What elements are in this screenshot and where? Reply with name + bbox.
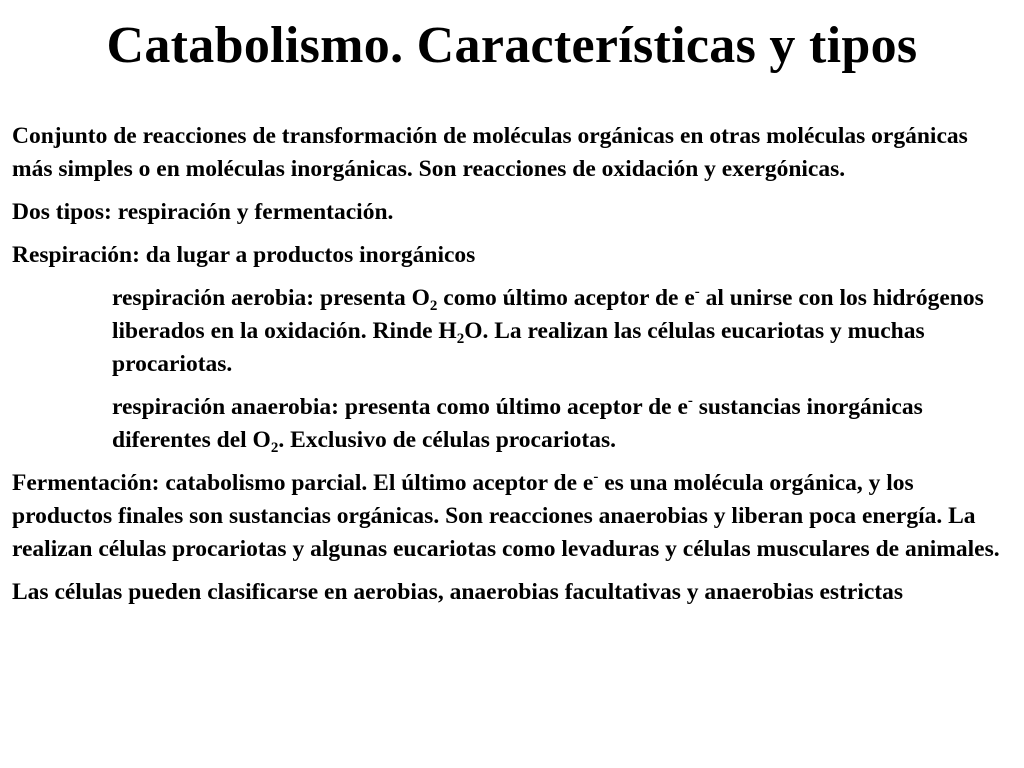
aerobic-subscript-h2: 2 — [456, 331, 465, 347]
aerobic-superscript-electron: - — [694, 284, 700, 300]
slide-title: Catabolismo. Características y tipos — [106, 17, 918, 74]
slide-body — [12, 120, 1012, 609]
anaerobic-text-2: sustancias inorgánicas diferentes del O — [112, 394, 923, 453]
fermentation-text-2: es una molécula orgánica, y los productos finales son sustancias orgánicas. Son reacciones anaerobias y liberan poca energía. La realizan células procariotas y algunas eucariotas como levaduras y células musculares de animales. — [12, 470, 1000, 562]
anaerobic-text-1: respiración anaerobia: presenta como último aceptor de e — [112, 394, 688, 420]
definition-paragraph: Conjunto de reacciones de transformación de moléculas orgánicas en otras moléculas orgánicas más simples o en moléculas inorgánicas. Son reacciones de oxidación y exergónicas. — [12, 123, 968, 182]
aerobic-text-2: como último aceptor de e — [437, 285, 695, 311]
respiration-paragraph: Respiración: da lugar a productos inorgánicos — [12, 242, 476, 268]
types-paragraph: Dos tipos: respiración y fermentación. — [12, 199, 394, 225]
fermentation-text-1: Fermentación: catabolismo parcial. El último aceptor de e — [12, 470, 594, 496]
aerobic-text-3: al unirse con los hidrógenos liberados en la oxidación. Rinde H — [112, 285, 984, 344]
fermentation-superscript-electron: - — [593, 469, 599, 485]
aerobic-subscript-o2: 2 — [429, 298, 438, 314]
aerobic-respiration-paragraph — [112, 282, 1012, 381]
anaerobic-subscript-o2: 2 — [270, 440, 279, 456]
anaerobic-superscript-electron: - — [687, 393, 693, 409]
anaerobic-respiration-paragraph — [112, 391, 1012, 457]
classification-paragraph: Las células pueden clasificarse en aerobias, anaerobias facultativas y anaerobias estrictas — [12, 579, 904, 605]
fermentation-paragraph — [12, 467, 1012, 566]
aerobic-text-1: respiración aerobia: presenta O — [112, 285, 430, 311]
aerobic-text-4: O. La realizan las células eucariotas y muchas procariotas. — [112, 318, 925, 377]
anaerobic-text-3: . Exclusivo de células procariotas. — [278, 427, 617, 453]
